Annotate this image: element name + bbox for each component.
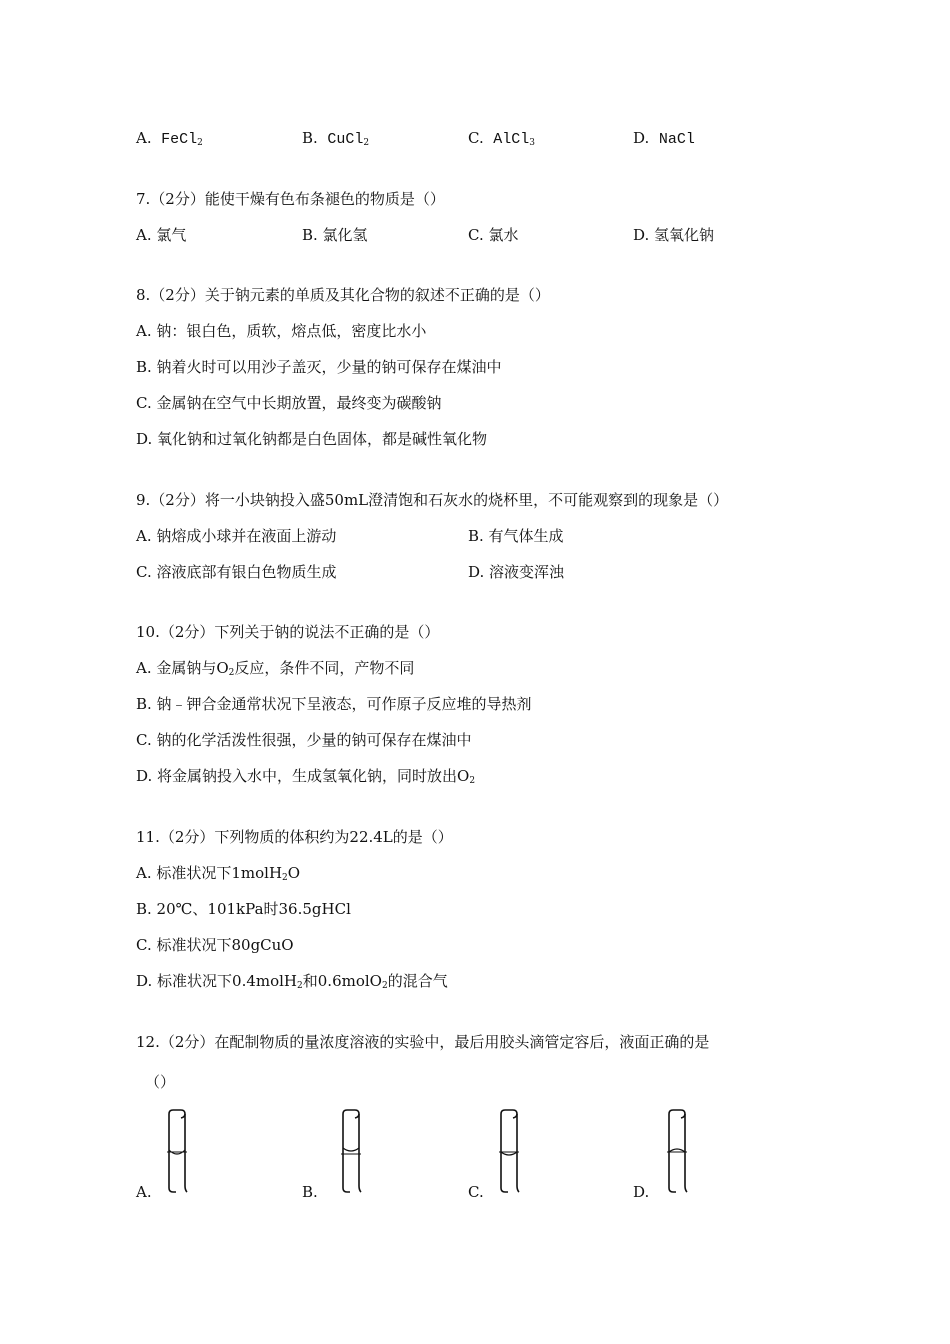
formula: CuCl bbox=[327, 131, 364, 148]
option-text-mid: 和0.6molO bbox=[302, 972, 382, 990]
q7-option-a[interactable]: A. 氯气 bbox=[136, 226, 187, 244]
subscript: 2 bbox=[197, 138, 203, 148]
option-text: D. 将金属钠投入水中，生成氢氧化钠，同时放出O bbox=[136, 767, 470, 785]
formula: FeCl bbox=[161, 131, 198, 148]
q9-option-b[interactable]: B. 有气体生成 bbox=[468, 527, 564, 545]
q7-option-c[interactable]: C. 氯水 bbox=[468, 226, 519, 244]
q11-stem: 11.（2分）下列物质的体积约为22.4L的是（） bbox=[136, 828, 453, 846]
formula: NaCl bbox=[658, 131, 695, 148]
q6-option-d[interactable] bbox=[633, 128, 695, 150]
q8-stem: 8.（2分）关于钠元素的单质及其化合物的叙述不正确的是（） bbox=[136, 286, 550, 304]
formula: AlCl bbox=[493, 131, 530, 148]
option-text-cont: O bbox=[287, 864, 301, 882]
graduated-cylinder-a-icon[interactable] bbox=[160, 1108, 194, 1196]
option-text: D. 标准状况下0.4molH bbox=[136, 972, 298, 990]
q11-option-a[interactable] bbox=[136, 863, 300, 888]
q11-option-c[interactable]: C. 标准状况下80gCuO bbox=[136, 936, 294, 954]
q7-stem: 7.（2分）能使干燥有色布条褪色的物质是（） bbox=[136, 190, 445, 208]
q9-stem: 9.（2分）将一小块钠投入盛50mL澄清饱和石灰水的烧杯里，不可能观察到的现象是（） bbox=[136, 491, 729, 509]
graduated-cylinder-c-icon[interactable] bbox=[492, 1108, 526, 1196]
graduated-cylinder-d-icon[interactable] bbox=[660, 1108, 694, 1196]
subscript: 3 bbox=[529, 138, 536, 148]
subscript: 2 bbox=[381, 981, 388, 991]
q11-option-b[interactable]: B. 20℃、101kPa时36.5gHCl bbox=[136, 900, 351, 918]
q7-option-d[interactable]: D. 氢氧化钠 bbox=[633, 226, 715, 244]
q8-option-c[interactable]: C. 金属钠在空气中长期放置，最终变为碳酸钠 bbox=[136, 394, 442, 412]
q10-option-a[interactable] bbox=[136, 658, 414, 683]
subscript: 2 bbox=[469, 776, 476, 786]
q9-option-a[interactable]: A. 钠熔成小球并在液面上游动 bbox=[136, 527, 337, 545]
q12-option-b-label[interactable]: B. bbox=[302, 1183, 318, 1201]
option-letter: B. bbox=[302, 129, 318, 147]
option-letter: A. bbox=[136, 129, 152, 147]
q10-option-b[interactable]: B. 钠﹣钾合金通常状况下呈液态，可作原子反应堆的导热剂 bbox=[136, 695, 532, 713]
subscript: 2 bbox=[282, 873, 288, 883]
option-text: A. 金属钠与O bbox=[136, 659, 229, 677]
q12-option-c-label[interactable]: C. bbox=[468, 1183, 484, 1201]
q12-option-a-label[interactable]: A. bbox=[136, 1183, 152, 1201]
q12-stem: 12.（2分）在配制物质的量浓度溶液的实验中，最后用胶头滴管定容后，液面正确的是 bbox=[136, 1033, 710, 1051]
q6-option-c[interactable] bbox=[468, 128, 535, 153]
q9-option-d[interactable]: D. 溶液变浑浊 bbox=[468, 563, 565, 581]
q8-option-b[interactable]: B. 钠着火时可以用沙子盖灭，少量的钠可保存在煤油中 bbox=[136, 358, 502, 376]
q7-option-b[interactable]: B. 氯化氢 bbox=[302, 226, 368, 244]
q10-stem: 10.（2分）下列关于钠的说法不正确的是（） bbox=[136, 623, 440, 641]
option-letter: C. bbox=[468, 129, 484, 147]
subscript: 2 bbox=[297, 981, 303, 991]
option-text: A. 标准状况下1molH bbox=[136, 864, 283, 882]
q10-option-d[interactable] bbox=[136, 766, 475, 791]
subscript: 2 bbox=[228, 668, 235, 678]
q10-option-c[interactable]: C. 钠的化学活泼性很强，少量的钠可保存在煤油中 bbox=[136, 731, 472, 749]
option-letter: D. bbox=[633, 129, 650, 147]
q8-option-a[interactable]: A. 钠：银白色，质软，熔点低，密度比水小 bbox=[136, 322, 427, 340]
option-text-cont: 反应，条件不同，产物不同 bbox=[234, 659, 415, 677]
option-text-cont: 的混合气 bbox=[387, 972, 448, 990]
q8-option-d[interactable]: D. 氧化钠和过氧化钠都是白色固体，都是碱性氧化物 bbox=[136, 430, 488, 448]
q11-option-d[interactable] bbox=[136, 971, 448, 996]
q6-option-b[interactable] bbox=[302, 128, 369, 153]
q12-option-d-label[interactable]: D. bbox=[633, 1183, 650, 1201]
q12-stem-cont: （） bbox=[145, 1073, 176, 1091]
q9-option-c[interactable]: C. 溶液底部有银白色物质生成 bbox=[136, 563, 337, 581]
subscript: 2 bbox=[363, 138, 370, 148]
graduated-cylinder-b-icon[interactable] bbox=[334, 1108, 368, 1196]
q6-option-a[interactable] bbox=[136, 128, 203, 153]
